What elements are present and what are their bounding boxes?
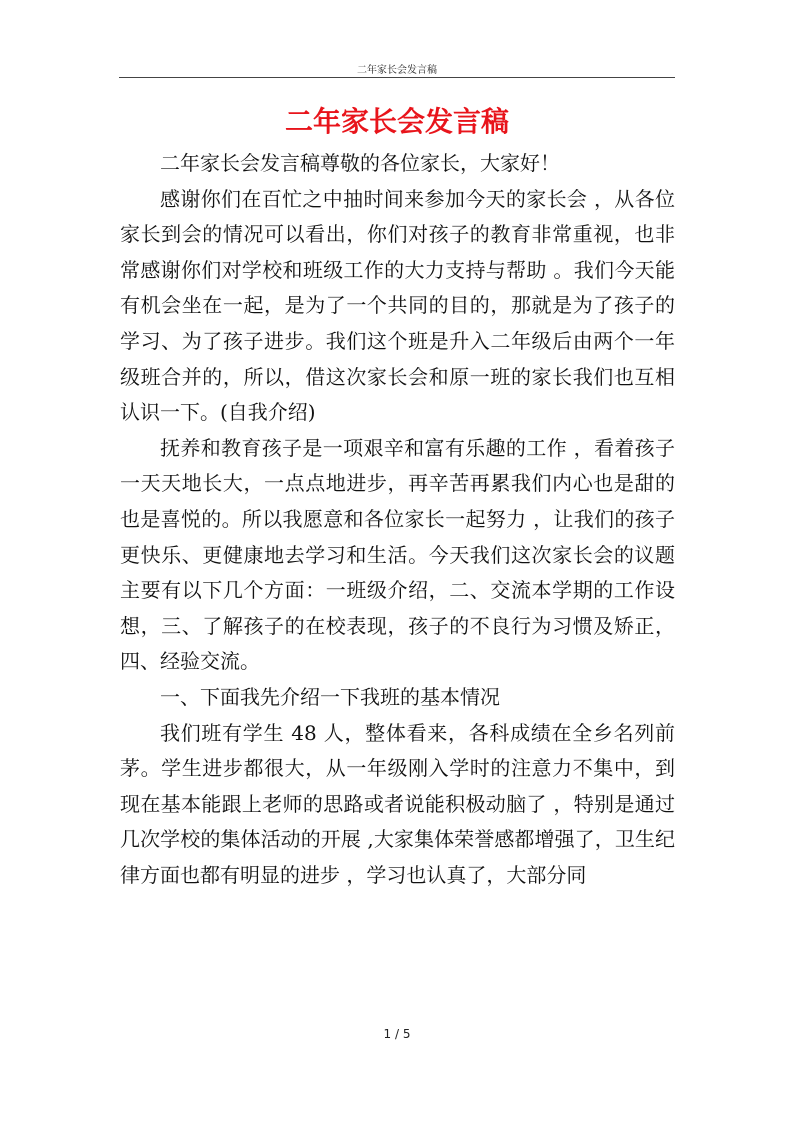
paragraph-greeting: 二年家长会发言稿尊敬的各位家长，大家好！ <box>160 151 560 175</box>
paragraph-agenda: 抚养和教育孩子是一项艰辛和富有乐趣的工作 ，看着孩子一天天地长大，一点点地进步，再辛苦再累我们内心也是甜的也是喜悦的。所以我愿意和各位家长一起努力 ，让我们的孩子更快乐、更健康地去学习和生活。今天我们这次家长会的议题主要有以下几个方面：一班级介绍，二、交流本学期的工作设想，三、了解孩子的在校表现，孩子的不良行为习惯及矫正，四、经验交流。 <box>120 435 675 674</box>
section-heading-class-intro: 一、下面我先介绍一下我班的基本情况 <box>160 684 500 709</box>
paragraph-thanks: 感谢你们在百忙之中抽时间来参加今天的家长会 ，从各位家长到会的情况可以看出，你们对孩子的教育非常重视，也非常感谢你们对学校和班级工作的大力支持与帮助 。我们今天能有机会坐在一起，是为了一个共同的目的，那就是为了孩子的学习、为了孩子进步。我们这个班是升入二年级后由两个一年级班合并的，所以，借这次家长会和原一班的家长我们也互相认识一下。(自我介绍) <box>120 186 675 425</box>
page-number: 1 / 5 <box>383 1027 411 1041</box>
document-title: 二年家长会发言稿 <box>284 105 509 138</box>
document-body <box>120 146 675 893</box>
header-divider <box>119 77 675 78</box>
paragraph-class-situation: 我们班有学生 48 人，整体看来，各科成绩在全乡名列前茅。学生进步都很大，从一年级刚入学时的注意力不集中，到现在基本能跟上老师的思路或者说能积极动脑了 ，特别是通过几次学校的集体活动的开展 ,大家集体荣誉感都增强了，卫生纪律方面也都有明显的进步 ，学习也认真了，大部分同 <box>120 720 675 887</box>
running-header: 二年家长会发言稿 <box>357 65 437 76</box>
